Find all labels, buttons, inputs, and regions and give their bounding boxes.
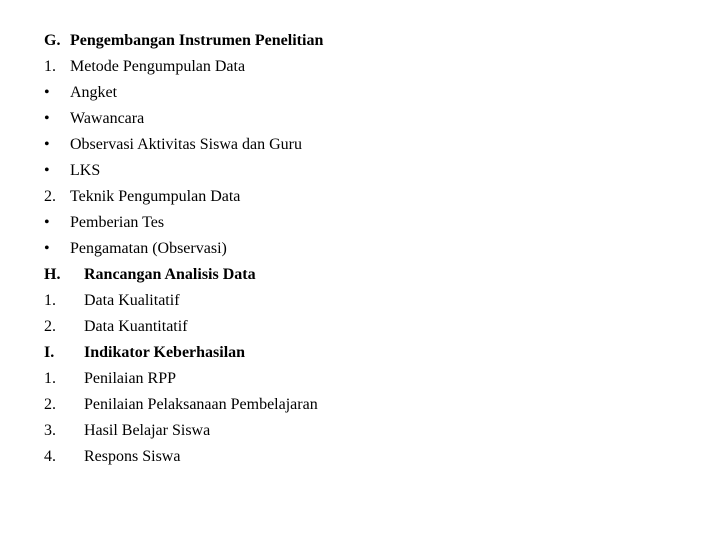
list-item [44,184,684,210]
item-marker: 2. [44,396,56,413]
list-item [44,132,684,158]
item-text: Pengamatan (Observasi) [70,240,227,257]
bullet-icon: • [44,240,50,257]
bullet-icon: • [44,84,50,101]
list-item [44,158,684,184]
section-heading-i [44,340,684,366]
item-marker: 2. [44,188,56,205]
item-text: Data Kuantitatif [84,318,188,335]
section-heading-h [44,262,684,288]
bullet-icon: • [44,110,50,127]
section-marker: H. [44,266,61,283]
item-text: LKS [70,162,101,179]
item-text: Respons Siswa [84,448,181,465]
list-item [44,80,684,106]
item-text: Pemberian Tes [70,214,165,231]
document-outline [44,28,684,470]
bullet-icon: • [44,214,50,231]
item-marker: 1. [44,58,56,75]
bullet-icon: • [44,162,50,179]
item-text: Penilaian RPP [84,370,177,387]
section-title: Indikator Keberhasilan [84,344,246,361]
list-item [44,236,684,262]
list-item [44,392,684,418]
list-item [44,418,684,444]
item-text: Hasil Belajar Siswa [84,422,211,439]
item-marker: 1. [44,370,56,387]
item-text: Data Kualitatif [84,292,180,309]
item-text: Wawancara [70,110,145,127]
section-marker: I. [44,344,55,361]
list-item [44,54,684,80]
list-item [44,288,684,314]
item-text: Angket [70,84,118,101]
list-item [44,366,684,392]
list-item [44,314,684,340]
section-heading-g [44,28,684,54]
item-text: Teknik Pengumpulan Data [70,188,241,205]
item-marker: 1. [44,292,56,309]
item-marker: 2. [44,318,56,335]
list-item [44,444,684,470]
item-text: Observasi Aktivitas Siswa dan Guru [70,136,302,153]
section-title: Rancangan Analisis Data [84,266,256,283]
item-text: Penilaian Pelaksanaan Pembelajaran [84,396,318,413]
section-title: Pengembangan Instrumen Penelitian [70,32,324,49]
item-text: Metode Pengumpulan Data [70,58,246,75]
item-marker: 3. [44,422,56,439]
item-marker: 4. [44,448,56,465]
bullet-icon: • [44,136,50,153]
list-item [44,106,684,132]
list-item [44,210,684,236]
section-marker: G. [44,32,61,49]
